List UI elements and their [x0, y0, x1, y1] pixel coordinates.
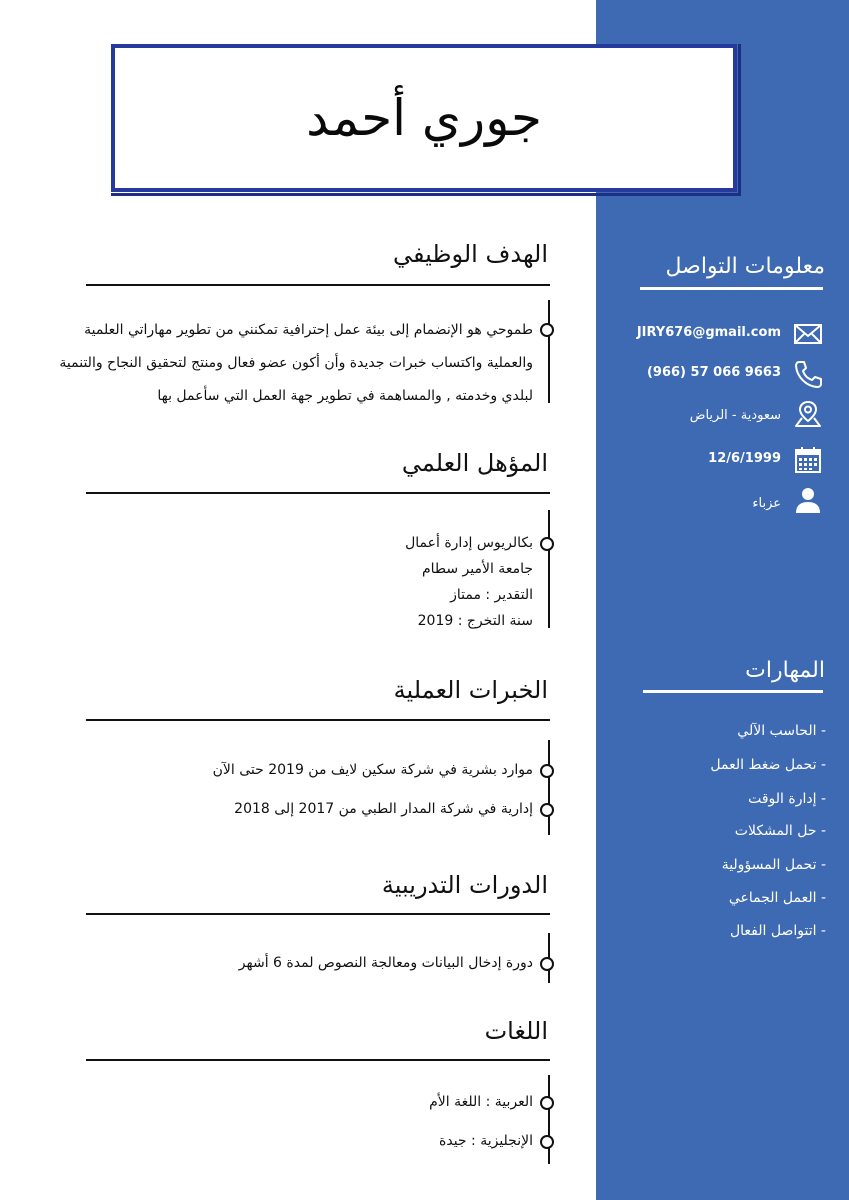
- objective-line-2: والعملية واكتساب خبرات جديدة وأن أكون عضو فعال ومنتج لتحقيق النجاح والتنمية: [59, 355, 533, 371]
- objective-timeline: [548, 300, 550, 403]
- experience-title: الخبرات العملية: [393, 676, 548, 704]
- experience-item-1: موارد بشرية في شركة سكين لايف من 2019 حتى الآن: [212, 762, 533, 778]
- contact-phone: (966) 57 066 9663: [646, 365, 781, 380]
- timeline-dot: [540, 957, 554, 971]
- education-timeline: [548, 510, 550, 628]
- skill-item: - الحاسب الآلي: [737, 723, 826, 739]
- timeline-dot: [540, 1096, 554, 1110]
- person-icon: [793, 485, 823, 515]
- skill-item: - إدارة الوقت: [748, 791, 826, 807]
- skills-title: المهارات: [745, 658, 825, 683]
- timeline-dot: [540, 323, 554, 337]
- education-degree: بكالريوس إدارة أعمال: [405, 535, 533, 551]
- skill-item: - تحمل ضغط العمل: [710, 757, 826, 773]
- language-arabic: العربية : اللغة الأم: [429, 1094, 533, 1110]
- timeline-dot: [540, 1135, 554, 1149]
- phone-icon: [793, 359, 823, 389]
- languages-divider: [86, 1059, 550, 1061]
- contact-divider: [640, 287, 823, 290]
- course-item-1: دورة إدخال البيانات ومعالجة النصوص لمدة 6 أشهر: [238, 955, 533, 971]
- education-university: جامعة الأمير سطام: [421, 561, 533, 577]
- skill-item: - تحمل المسؤولية: [721, 857, 826, 873]
- contact-title: معلومات التواصل: [665, 254, 825, 279]
- experience-item-2: إدارية في شركة المدار الطبي من 2017 إلى 2018: [234, 801, 533, 817]
- objective-title: الهدف الوظيفي: [392, 240, 548, 268]
- calendar-icon: [793, 445, 823, 475]
- skills-divider: [643, 690, 823, 693]
- name-header-box: [111, 44, 737, 192]
- education-title: المؤهل العلمي: [401, 449, 548, 477]
- education-grad-year: سنة التخرج : 2019: [417, 613, 533, 629]
- education-grade: التقدير : ممتاز: [450, 587, 533, 603]
- courses-title: الدورات التدريبية: [381, 871, 548, 899]
- languages-title: اللغات: [484, 1017, 548, 1045]
- envelope-icon: [793, 319, 823, 349]
- skill-item: - حل المشكلات: [734, 823, 826, 839]
- timeline-dot: [540, 764, 554, 778]
- education-divider: [86, 492, 550, 494]
- timeline-dot: [540, 803, 554, 817]
- contact-marital-status: عزباء: [752, 496, 781, 511]
- objective-line-3: لبلدي وخدمته , والمساهمة في تطوير جهة العمل التي سأعمل بها: [157, 388, 533, 404]
- languages-timeline: [548, 1075, 550, 1164]
- candidate-name: جوري أحمد: [306, 89, 542, 147]
- location-pin-icon: [793, 399, 823, 429]
- objective-divider: [86, 284, 550, 286]
- skill-item: - اتتواصل الفعال: [729, 923, 826, 939]
- timeline-dot: [540, 537, 554, 551]
- contact-location: سعودية - الرياض: [689, 408, 781, 423]
- language-english: الإنجليزية : جيدة: [439, 1133, 533, 1149]
- contact-email: JIRY676@gmail.com: [636, 325, 781, 340]
- experience-divider: [86, 719, 550, 721]
- courses-divider: [86, 913, 550, 915]
- skill-item: - العمل الجماعي: [728, 890, 826, 906]
- experience-timeline: [548, 740, 550, 835]
- contact-birthdate: 12/6/1999: [708, 451, 781, 466]
- objective-line-1: طموحي هو الإنضمام إلى بيئة عمل إحترافية تمكنني من تطوير مهاراتي العلمية: [84, 322, 533, 338]
